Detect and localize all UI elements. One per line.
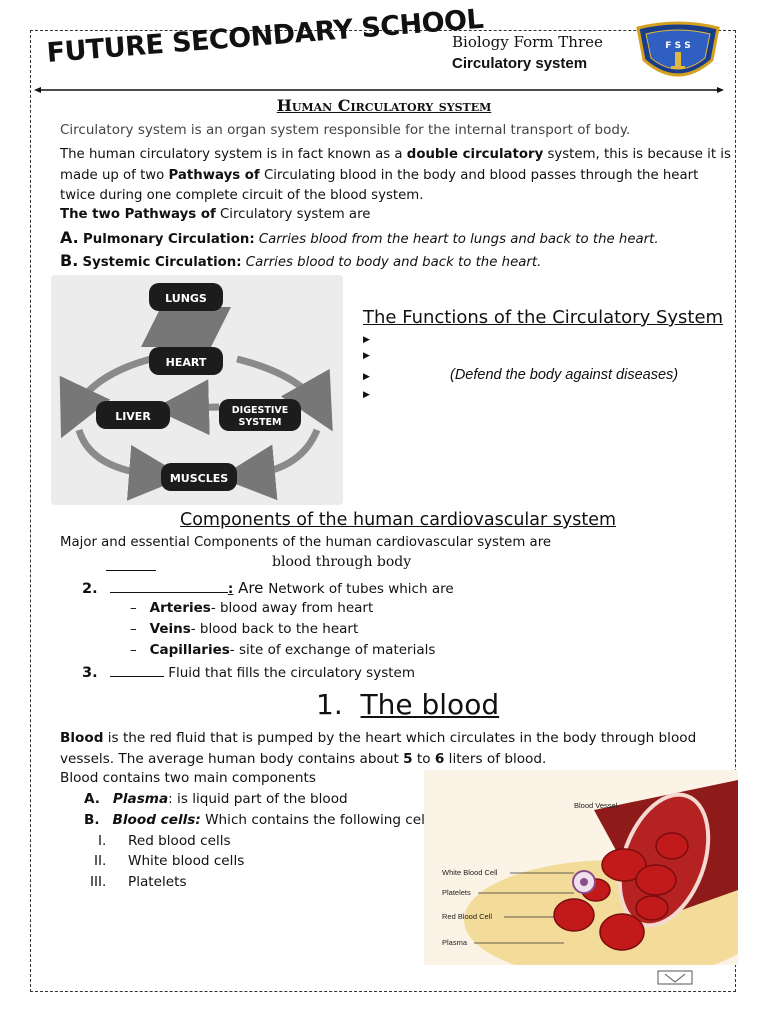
label-platelets: Platelets	[442, 888, 471, 897]
cell-white-blood-cells: II. White blood cells	[94, 853, 245, 869]
header-divider-arrow	[34, 87, 724, 93]
svg-text:MUSCLES: MUSCLES	[169, 472, 229, 485]
function-defend-note: (Defend the body against diseases)	[450, 367, 679, 383]
vessel-veins: – Veins- blood back to the heart	[130, 621, 359, 637]
components-intro: Major and essential Components of the human cardiovascular system are	[60, 535, 552, 550]
page-title: Human Circulatory system	[276, 96, 492, 115]
vessel-capillaries: – Capillaries- site of exchange of materials	[130, 642, 436, 658]
pathways-intro: The two Pathways of Circulatory system are	[60, 207, 371, 222]
svg-text:LIVER: LIVER	[115, 410, 151, 423]
diagram-lungs	[149, 283, 223, 311]
pathway-pulmonary: A. Pulmonary Circulation: Carries blood from the heart to lungs and back to the heart.	[60, 228, 659, 247]
function-bullet-2: ▶	[363, 351, 370, 361]
diagram-liver	[96, 401, 170, 429]
cell-red-blood-cells: I. Red blood cells	[98, 833, 231, 849]
function-bullet-1: ▶	[363, 335, 370, 345]
label-white-blood-cell: White Blood Cell	[442, 868, 498, 877]
blood-section-title: 1. The blood	[316, 688, 500, 721]
blood-vessel-illustration	[424, 770, 738, 965]
blood-component-cells: B. Blood cells: Which contains the following cells	[84, 812, 436, 828]
topic-label: Circulatory system	[452, 55, 588, 72]
circulation-diagram	[51, 275, 343, 505]
function-bullet-4: ▶	[363, 390, 370, 400]
cell-platelets: III. Platelets	[90, 874, 187, 890]
functions-title: The Functions of the Circulatory System	[363, 307, 724, 328]
double-circulatory-paragraph: The human circulatory system is in fact known as a double circulatory system, this is because it is made up of two Pathways of Circulating blood in the body and blood passes through the heart twice during one complete circuit of the blood system.	[60, 147, 731, 203]
component-1-blank	[106, 570, 156, 571]
badge-text: F S S	[665, 41, 691, 51]
blood-component-plasma: A. Plasma: is liquid part of the blood	[84, 791, 348, 807]
school-name: FUTURE SECONDARY SCHOOL	[45, 3, 485, 70]
diagram-digestive-system	[219, 399, 301, 431]
svg-text:LUNGS: LUNGS	[165, 292, 207, 305]
svg-text:SYSTEM: SYSTEM	[238, 417, 282, 428]
blood-components-intro: Blood contains two main components	[60, 770, 316, 786]
vessel-arteries: – Arteries- blood away from heart	[130, 600, 374, 616]
svg-text:HEART: HEART	[165, 356, 207, 369]
svg-text:DIGESTIVE: DIGESTIVE	[231, 405, 289, 416]
label-blood-vessel: Blood Vessel	[574, 801, 618, 810]
intro-text: Circulatory system is an organ system responsible for the internal transport of body.	[60, 122, 631, 138]
subject-label: Biology Form Three	[452, 33, 603, 51]
label-red-blood-cell: Red Blood Cell	[442, 912, 493, 921]
components-title: Components of the human cardiovascular system	[179, 510, 617, 530]
label-plasma: Plasma	[442, 938, 468, 947]
function-bullet-3: ▶	[363, 372, 370, 382]
school-badge-logo	[630, 20, 726, 86]
diagram-heart	[149, 347, 223, 375]
component-2: 2. : Are Network of tubes which are	[82, 579, 454, 597]
component-3: 3. Fluid that fills the circulatory system	[82, 665, 415, 681]
diagram-muscles	[161, 463, 237, 491]
blood-paragraph: Blood is the red fluid that is pumped by the heart which circulates in the body through blood vessels. The average human body contains about 5 to 6 liters of blood.	[60, 730, 697, 767]
footer-ornament-icon	[655, 968, 695, 988]
pathway-systemic: B. Systemic Circulation: Carries blood to body and back to the heart.	[60, 251, 542, 270]
components-subtext: blood through body	[272, 554, 412, 570]
